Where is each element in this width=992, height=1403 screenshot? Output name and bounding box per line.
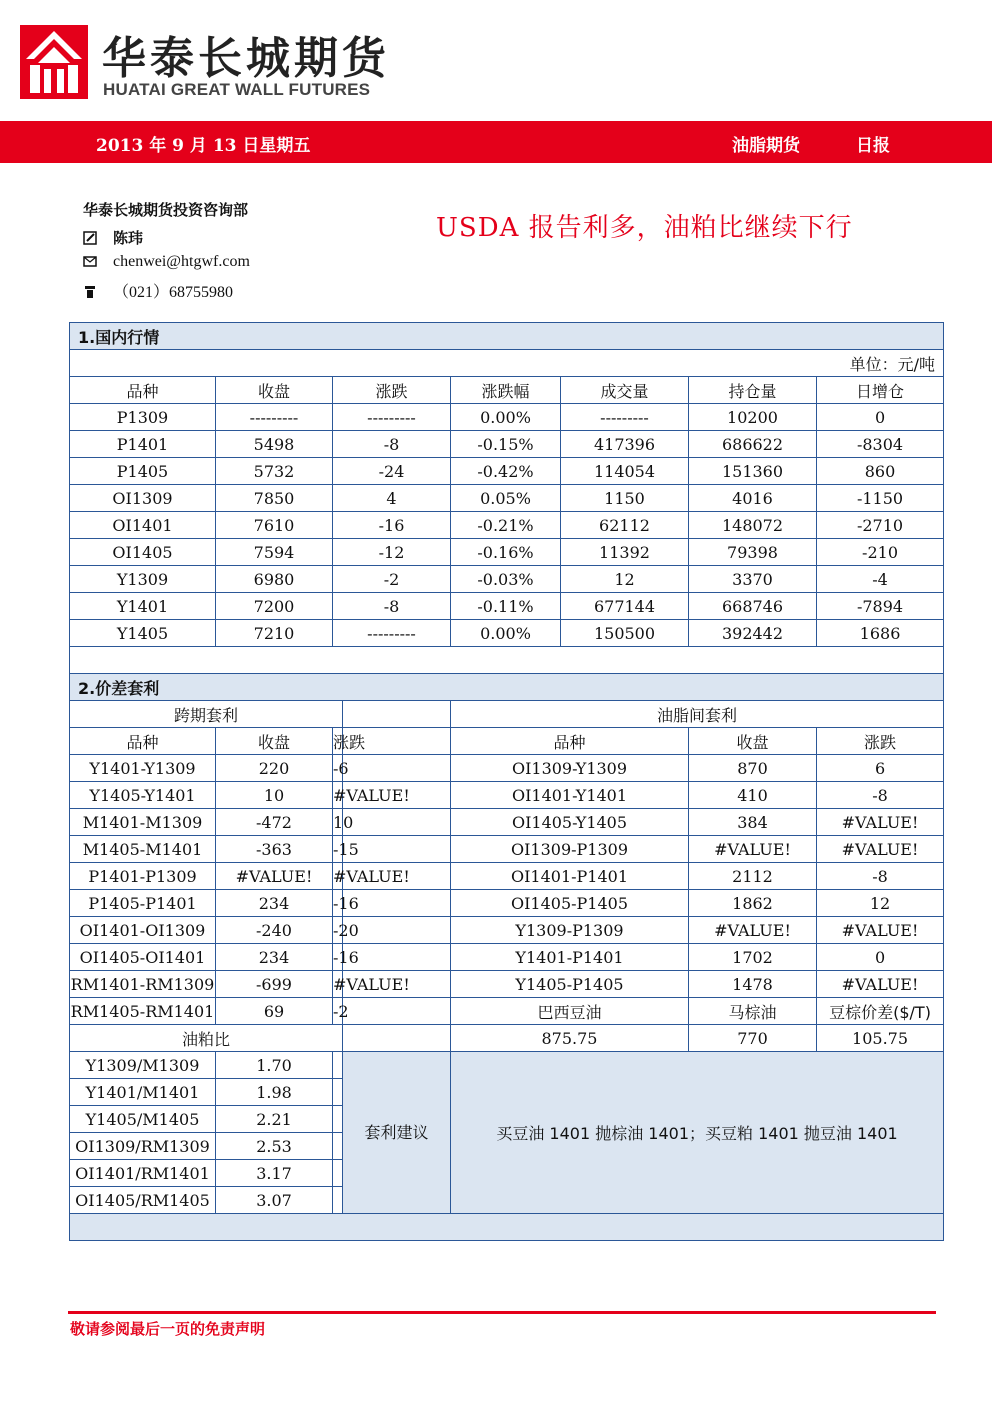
phone-icon <box>83 285 97 299</box>
table-row <box>70 998 944 1025</box>
table-cell: #VALUE! <box>817 809 944 836</box>
table-cell: 4016 <box>689 485 817 512</box>
table-cell: 1686 <box>817 620 944 647</box>
table-cell: #VALUE! <box>817 971 944 998</box>
table-cell: 114054 <box>561 458 689 485</box>
ratio-value: 1.70 <box>216 1052 333 1079</box>
table-cell: -2 <box>333 566 451 593</box>
spread-rows <box>70 755 944 1025</box>
table-cell: 0 <box>817 944 944 971</box>
blank-cell <box>333 1160 343 1187</box>
table-cell: OI1309-P1309 <box>451 836 689 863</box>
table-cell: Y1405 <box>70 620 216 647</box>
company-logo <box>20 25 88 99</box>
brand-name-en: HUATAI GREAT WALL FUTURES <box>103 80 371 99</box>
table-cell: P1309 <box>70 404 216 431</box>
table-row <box>70 458 944 485</box>
table-cell: 巴西豆油 <box>451 998 689 1025</box>
table-cell: 6 <box>817 755 944 782</box>
blank-cell <box>333 1106 343 1133</box>
ratio-title: 油粕比 <box>70 1025 343 1052</box>
table-cell: #VALUE! <box>689 836 817 863</box>
disclaimer-note: 敬请参阅最后一页的免责声明 <box>70 1320 266 1338</box>
table-cell: 3370 <box>689 566 817 593</box>
table-cell: 1862 <box>689 890 817 917</box>
table-cell: OI1405-Y1405 <box>451 809 689 836</box>
brand-name-cn: 华泰长城期货 <box>102 33 390 84</box>
ratio-name: OI1405/RM1405 <box>70 1187 216 1214</box>
table-cell: -4 <box>817 566 944 593</box>
table-cell: 12 <box>817 890 944 917</box>
author-line <box>83 227 143 248</box>
table-cell: -472 <box>216 809 333 836</box>
table-cell: -0.11% <box>451 593 561 620</box>
table-row <box>70 917 944 944</box>
table-cell: --------- <box>333 620 451 647</box>
table-cell: 7610 <box>216 512 333 539</box>
table-cell: 686622 <box>689 431 817 458</box>
table-cell: OI1401 <box>70 512 216 539</box>
table-cell: #VALUE! <box>216 863 333 890</box>
author-email[interactable]: chenwei@htgwf.com <box>113 253 250 270</box>
footer-divider <box>68 1311 936 1314</box>
table-cell: 豆棕价差($/T) <box>817 998 944 1025</box>
col-header: 日增仓 <box>817 377 944 404</box>
table-cell: -16 <box>333 890 343 917</box>
col-header: 持仓量 <box>689 377 817 404</box>
table-row <box>70 404 944 431</box>
table-cell: 668746 <box>689 593 817 620</box>
table-cell: OI1401-Y1401 <box>451 782 689 809</box>
col-header: 收盘 <box>216 377 333 404</box>
table-cell: 马棕油 <box>689 998 817 1025</box>
table-cell: #VALUE! <box>689 917 817 944</box>
table-cell: 0.00% <box>451 404 561 431</box>
table-cell: -210 <box>817 539 944 566</box>
table-cell: 148072 <box>689 512 817 539</box>
table-cell: 7200 <box>216 593 333 620</box>
table-row <box>70 1052 944 1079</box>
table-cell: Y1401-P1401 <box>451 944 689 971</box>
table-cell: Y1309 <box>70 566 216 593</box>
table-row <box>70 971 944 998</box>
mail-icon <box>83 254 97 268</box>
table-cell: -16 <box>333 512 451 539</box>
table-cell: 392442 <box>689 620 817 647</box>
table-cell: -0.03% <box>451 566 561 593</box>
table-row <box>70 836 944 863</box>
blank-cell <box>343 755 451 782</box>
table-cell: RM1401-RM1309 <box>70 971 216 998</box>
table-cell: -0.16% <box>451 539 561 566</box>
section-title-domestic: 1.国内行情 <box>70 323 944 350</box>
table-cell: -0.15% <box>451 431 561 458</box>
arbitrage-advice: 买豆油 1401 抛棕油 1401；买豆粕 1401 抛豆油 1401 <box>451 1052 944 1214</box>
blank-cell <box>343 998 451 1025</box>
table-cell: 1702 <box>689 944 817 971</box>
table-row <box>70 620 944 647</box>
table-cell: OI1309-Y1309 <box>451 755 689 782</box>
ratio-name: Y1405/M1405 <box>70 1106 216 1133</box>
table-cell: -8304 <box>817 431 944 458</box>
table-cell: 62112 <box>561 512 689 539</box>
blank-cell <box>333 1133 343 1160</box>
table-row <box>70 512 944 539</box>
ratio-value: 1.98 <box>216 1079 333 1106</box>
col-header: 涨跌 <box>817 728 944 755</box>
table-row <box>70 944 944 971</box>
table-row <box>70 755 944 782</box>
table-cell: 69 <box>216 998 333 1025</box>
domestic-rows <box>70 404 944 647</box>
table-cell: -16 <box>333 944 343 971</box>
col-header: 涨跌 <box>333 728 343 755</box>
table-cell: Y1309-P1309 <box>451 917 689 944</box>
table-cell: 10 <box>216 782 333 809</box>
table-cell: 10200 <box>689 404 817 431</box>
col-header: 成交量 <box>561 377 689 404</box>
ratio-value: 3.07 <box>216 1187 333 1214</box>
section-title-spread: 2.价差套利 <box>70 674 944 701</box>
table-cell: -8 <box>333 593 451 620</box>
table-cell: -8 <box>817 863 944 890</box>
table-cell: 7210 <box>216 620 333 647</box>
table-cell: 220 <box>216 755 333 782</box>
table-cell: M1405-M1401 <box>70 836 216 863</box>
table-cell: Y1405-Y1401 <box>70 782 216 809</box>
col-header: 涨跌幅 <box>451 377 561 404</box>
table-row <box>70 485 944 512</box>
table-cell: OI1405 <box>70 539 216 566</box>
table-cell: Y1401-Y1309 <box>70 755 216 782</box>
table-cell: P1405-P1401 <box>70 890 216 917</box>
table-cell: 5498 <box>216 431 333 458</box>
table-cell: 0.05% <box>451 485 561 512</box>
table-cell: 7850 <box>216 485 333 512</box>
ratio-name: OI1401/RM1401 <box>70 1160 216 1187</box>
pen-icon <box>83 231 97 245</box>
spacer-row <box>70 1214 944 1241</box>
table-row <box>70 809 944 836</box>
table-cell: 150500 <box>561 620 689 647</box>
report-category: 油脂期货 <box>732 136 800 156</box>
table-cell: --------- <box>333 404 451 431</box>
table-cell: M1401-M1309 <box>70 809 216 836</box>
table-row <box>70 782 944 809</box>
table-cell: OI1401-P1401 <box>451 863 689 890</box>
table-cell: P1405 <box>70 458 216 485</box>
ratio-rows <box>70 1052 944 1214</box>
table-header-row <box>70 377 944 404</box>
table-cell: -1150 <box>817 485 944 512</box>
table-cell: -8 <box>333 431 451 458</box>
table-cell: -699 <box>216 971 333 998</box>
ratio-name: Y1401/M1401 <box>70 1079 216 1106</box>
col-header: 收盘 <box>216 728 333 755</box>
ratio-value: 2.21 <box>216 1106 333 1133</box>
table-cell: -6 <box>333 755 343 782</box>
table-cell: 417396 <box>561 431 689 458</box>
table-cell: 0 <box>817 404 944 431</box>
table-row <box>70 431 944 458</box>
table-cell: 12 <box>561 566 689 593</box>
table-cell: Y1401 <box>70 593 216 620</box>
ratio-value: 2.53 <box>216 1133 333 1160</box>
table-cell: OI1401-OI1309 <box>70 917 216 944</box>
table-cell: -20 <box>333 917 343 944</box>
table-cell: -8 <box>817 782 944 809</box>
table-cell: --------- <box>561 404 689 431</box>
table-cell: #VALUE! <box>817 917 944 944</box>
table-cell: 234 <box>216 944 333 971</box>
col-header: 品种 <box>451 728 689 755</box>
table-row <box>70 890 944 917</box>
table-cell: OI1309 <box>70 485 216 512</box>
table-cell: P1401-P1309 <box>70 863 216 890</box>
soy-palm-spread: 105.75 <box>817 1025 944 1052</box>
table-cell: 4 <box>333 485 451 512</box>
table-cell: -0.21% <box>451 512 561 539</box>
table-row <box>70 863 944 890</box>
department: 华泰长城期货投资咨询部 <box>83 201 249 219</box>
table-cell: -240 <box>216 917 333 944</box>
table-cell: 2112 <box>689 863 817 890</box>
author-phone: （021）68755980 <box>113 284 234 301</box>
table-row <box>70 566 944 593</box>
blank-cell <box>333 1187 343 1214</box>
ratio-name: Y1309/M1309 <box>70 1052 216 1079</box>
blank-cell <box>343 701 451 728</box>
table-cell: 384 <box>689 809 817 836</box>
table-cell: -15 <box>333 836 343 863</box>
blank-cell <box>333 1052 343 1079</box>
col-header: 收盘 <box>689 728 817 755</box>
table-cell: -7894 <box>817 593 944 620</box>
soy-oil-price: 875.75 <box>451 1025 689 1052</box>
table-cell: RM1405-RM1401 <box>70 998 216 1025</box>
table-cell: #VALUE! <box>817 836 944 863</box>
email-line <box>83 253 250 271</box>
table-cell: -0.42% <box>451 458 561 485</box>
table-cell: -24 <box>333 458 451 485</box>
phone-line <box>83 279 233 302</box>
table-cell: #VALUE! <box>333 971 343 998</box>
table-cell: #VALUE! <box>333 782 343 809</box>
spread-header-row <box>70 728 944 755</box>
table-cell: #VALUE! <box>333 863 343 890</box>
spacer-row <box>70 647 944 674</box>
table-cell: OI1405-P1405 <box>451 890 689 917</box>
report-headline: USDA 报告利多，油粕比继续下行 <box>436 213 853 243</box>
table-cell: 234 <box>216 890 333 917</box>
table-cell: 1478 <box>689 971 817 998</box>
author-name: 陈玮 <box>113 229 144 247</box>
table-cell: OI1405-OI1401 <box>70 944 216 971</box>
table-cell: -2 <box>333 998 343 1025</box>
table-cell: 79398 <box>689 539 817 566</box>
table-cell: -2710 <box>817 512 944 539</box>
table-cell: 11392 <box>561 539 689 566</box>
table-cell: 410 <box>689 782 817 809</box>
table-cell: 870 <box>689 755 817 782</box>
table-cell: 1150 <box>561 485 689 512</box>
col-header: 涨跌 <box>333 377 451 404</box>
ratio-name: OI1309/RM1309 <box>70 1133 216 1160</box>
table-row <box>70 593 944 620</box>
table-cell: 860 <box>817 458 944 485</box>
table-cell: -363 <box>216 836 333 863</box>
col-header: 品种 <box>70 728 216 755</box>
blank-cell <box>343 809 451 836</box>
table-cell: 5732 <box>216 458 333 485</box>
blank-cell <box>333 1079 343 1106</box>
market-table <box>69 322 944 1241</box>
table-cell: --------- <box>216 404 333 431</box>
advice-label: 套利建议 <box>343 1052 451 1214</box>
table-cell: -12 <box>333 539 451 566</box>
table-cell: 151360 <box>689 458 817 485</box>
palm-oil-price: 770 <box>689 1025 817 1052</box>
calendar-spread-title: 跨期套利 <box>70 701 343 728</box>
report-type: 日报 <box>856 136 890 156</box>
unit-label: 单位：元/吨 <box>70 350 944 377</box>
table-cell: 0.00% <box>451 620 561 647</box>
table-cell: 10 <box>333 809 343 836</box>
col-header: 品种 <box>70 377 216 404</box>
oil-spread-title: 油脂间套利 <box>451 701 944 728</box>
table-cell: 7594 <box>216 539 333 566</box>
table-cell: P1401 <box>70 431 216 458</box>
ratio-value: 3.17 <box>216 1160 333 1187</box>
table-cell: Y1405-P1405 <box>451 971 689 998</box>
table-row <box>70 539 944 566</box>
report-date: 2013 年 9 月 13 日星期五 <box>96 136 311 156</box>
table-cell: 6980 <box>216 566 333 593</box>
table-cell: 677144 <box>561 593 689 620</box>
report-header-bar <box>0 121 992 163</box>
blank-cell <box>343 1025 451 1052</box>
